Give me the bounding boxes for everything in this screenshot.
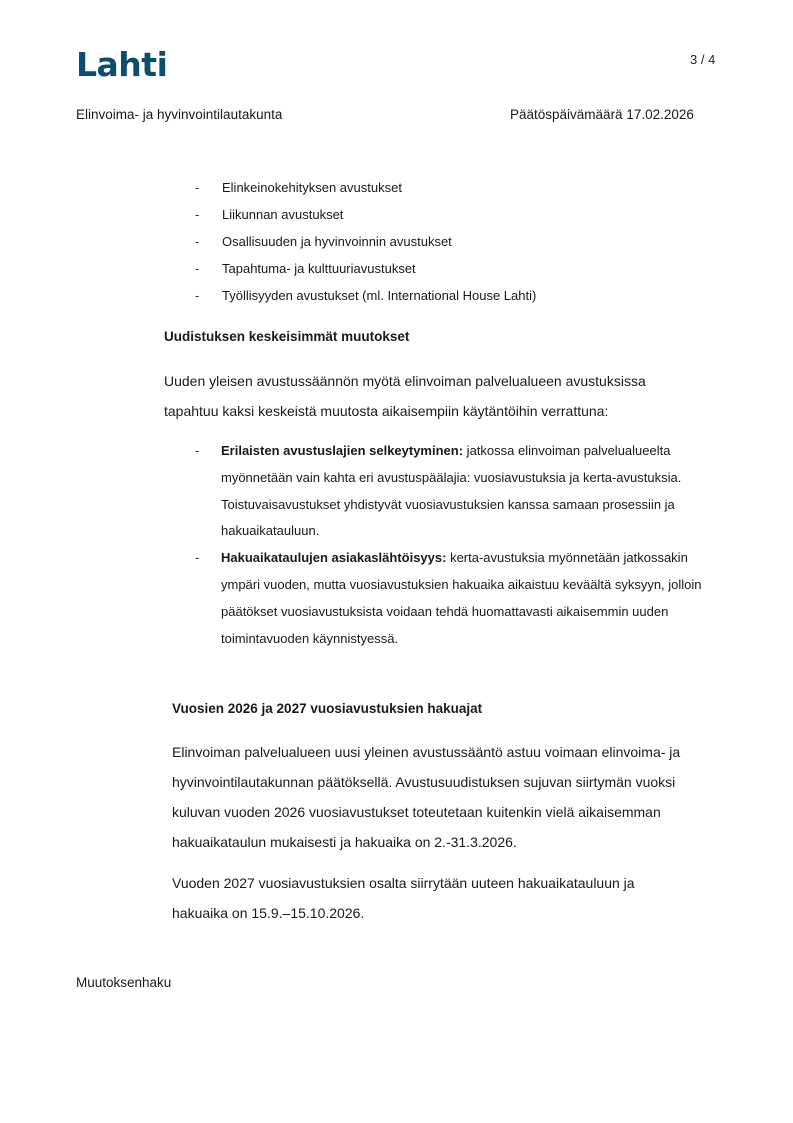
change-title: Erilaisten avustuslajien selkeytyminen: — [221, 443, 464, 458]
dash-bullet: - — [195, 234, 200, 249]
list-item-text: Liikunnan avustukset — [222, 207, 344, 222]
board-name: Elinvoima- ja hyvinvointilautakunta — [76, 107, 283, 122]
list-item — [195, 438, 715, 545]
decision-date: Päätöspäivämäärä 17.02.2026 — [510, 107, 694, 122]
list-item — [195, 288, 536, 315]
change-title: Hakuaikataulujen asiakaslähtöisyys: — [221, 550, 447, 566]
grant-types-list — [195, 180, 536, 315]
list-item-text: Elinkeinokehityksen avustukset — [222, 180, 402, 195]
list-item-text: Työllisyyden avustukset (ml. International House Lahti) — [222, 288, 537, 303]
dash-bullet: - — [195, 261, 200, 276]
dash-bullet: - — [195, 550, 200, 566]
appeal-heading: Muutoksenhaku — [76, 975, 172, 990]
list-item — [195, 207, 536, 234]
list-item — [195, 180, 536, 207]
dash-bullet: - — [195, 288, 200, 303]
list-item — [195, 261, 536, 288]
change-text: jatkossa elinvoiman palvelualueelta myönnetään vain kahta eri avustuspäälajia: vuosiavustuksia ja kerta-avustuksia. Toistuvaisavustukset yhdistyvät vuosiavustuksien kanssa samaan prosessiin ja hakuaikatauluun. — [221, 443, 682, 539]
page-number: 3 / 4 — [690, 52, 716, 67]
changes-list — [195, 438, 715, 652]
section-heading: Vuosien 2026 ja 2027 vuosiavustuksien hakuajat — [172, 701, 483, 716]
section-paragraph: Elinvoiman palvelualueen uusi yleinen avustussääntö astuu voimaan elinvoima- ja hyvinvointilautakunnan päätöksellä. Avustusuudistuksen sujuvan siirtymän vuoksi kuluvan vuoden 2026 vuosiavustukset toteutetaan kuitenkin vielä aikaisemman hakuaikataulun mukaisesti ja hakuaika on 2.-31.3.2026. — [172, 744, 681, 850]
dash-bullet: - — [195, 180, 200, 195]
section-intro: Uuden yleisen avustussäännön myötä elinvoiman palvelualueen avustuksissa tapahtuu kaksi keskeistä muutosta aikaisempiin käytäntöihin verrattuna: — [164, 373, 646, 419]
section-heading: Uudistuksen keskeisimmät muutokset — [164, 329, 410, 344]
dash-bullet: - — [195, 443, 200, 458]
section-paragraph: Vuoden 2027 vuosiavustuksien osalta siirrytään uuteen hakuaikatauluun ja hakuaika on 15.9.–15.10.2026. — [172, 875, 635, 921]
dash-bullet: - — [195, 207, 200, 222]
change-text: kerta-avustuksia myönnetään jatkossakin ympäri vuoden, mutta vuosiavustuksien hakuaika aikaistuu keväältä syksyyn, jolloin päätökset vuosiavustuksista voidaan tehdä huomattavasti aikaisemmin uuden toimintavuoden käynnistyessä. — [221, 550, 702, 646]
list-item-text: Osallisuuden ja hyvinvoinnin avustukset — [222, 234, 452, 249]
list-item — [195, 545, 715, 652]
lahti-logo: Lahti — [76, 45, 168, 84]
list-item — [195, 234, 536, 261]
list-item-text: Tapahtuma- ja kulttuuriavustukset — [222, 261, 416, 276]
